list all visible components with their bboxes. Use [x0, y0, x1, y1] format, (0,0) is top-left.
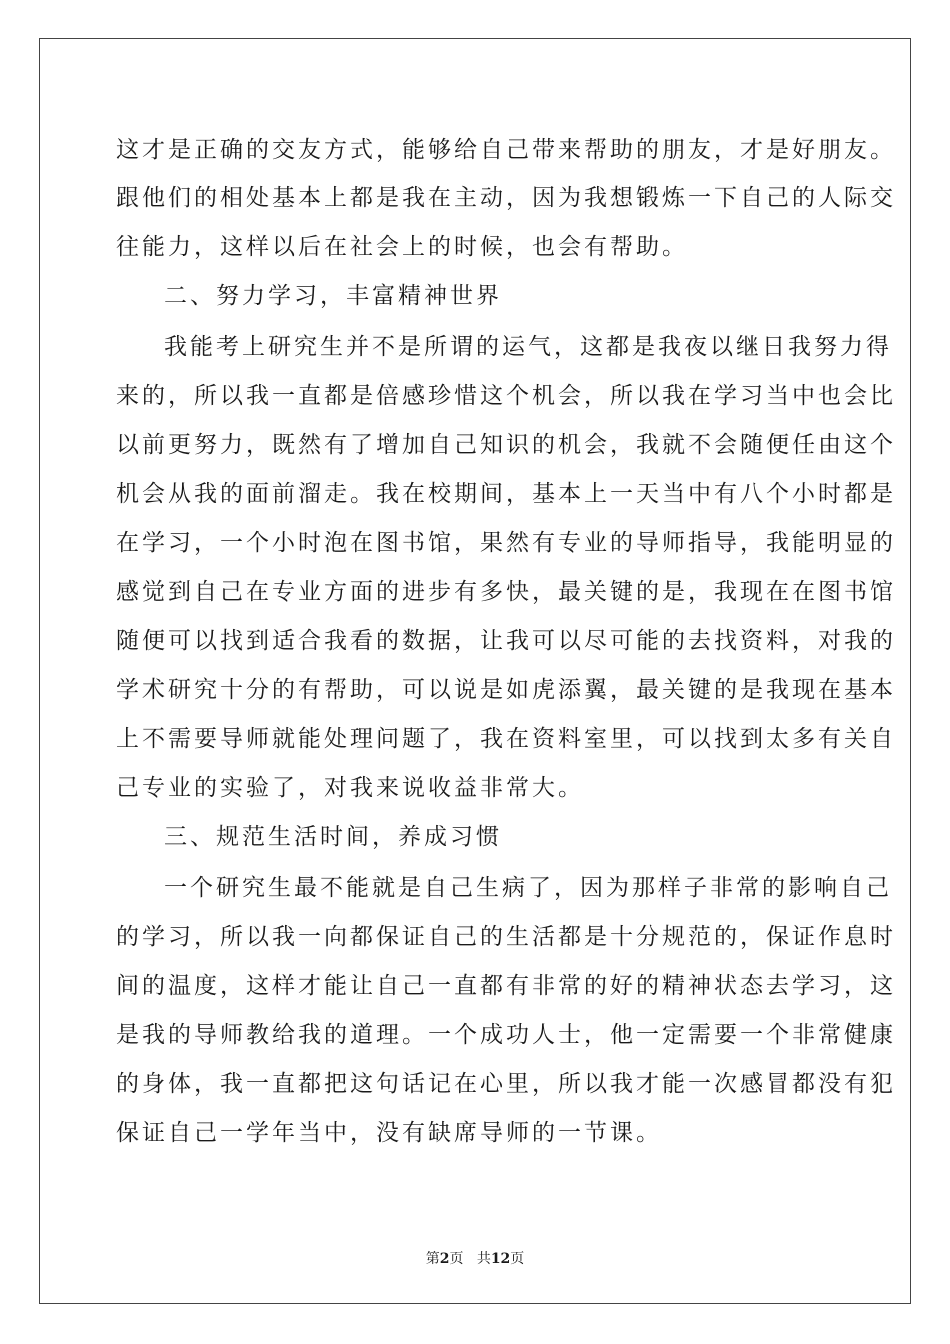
- body-line: 来的，所以我一直都是倍感珍惜这个机会，所以我在学习当中也会比: [116, 383, 896, 409]
- body-line: 这才是正确的交友方式，能够给自己带来帮助的朋友，才是好朋友。: [116, 137, 896, 163]
- body-line: 一个研究生最不能就是自己生病了，因为那样子非常的影响自己: [164, 875, 892, 901]
- section-heading: 二、努力学习，丰富精神世界: [164, 283, 502, 309]
- footer-total-prefix: 共: [476, 1251, 491, 1267]
- body-line: 上不需要导师就能处理问题了，我在资料室里，可以找到太多有关自: [116, 726, 896, 752]
- footer-page-number: 2: [439, 1251, 450, 1267]
- footer-total-number: 12: [490, 1251, 511, 1267]
- body-line: 是我的导师教给我的道理。一个成功人士，他一定需要一个非常健康: [116, 1022, 896, 1048]
- body-line: 随便可以找到适合我看的数据，让我可以尽可能的去找资料，对我的: [116, 628, 896, 654]
- footer-page-prefix: 第: [425, 1251, 440, 1267]
- body-line: 己专业的实验了，对我来说收益非常大。: [116, 775, 584, 801]
- body-line: 的学习，所以我一向都保证自己的生活都是十分规范的，保证作息时: [116, 924, 896, 950]
- body-line: 在学习，一个小时泡在图书馆，果然有专业的导师指导，我能明显的: [116, 530, 896, 556]
- section-heading: 三、规范生活时间，养成习惯: [164, 824, 502, 850]
- body-line: 我能考上研究生并不是所谓的运气，这都是我夜以继日我努力得: [164, 334, 892, 360]
- page-footer: [0, 1248, 950, 1268]
- body-line: 往能力，这样以后在社会上的时候，也会有帮助。: [116, 234, 688, 260]
- body-line: 感觉到自己在专业方面的进步有多快，最关键的是，我现在在图书馆: [116, 579, 896, 605]
- page-frame: [39, 38, 911, 1304]
- body-line: 跟他们的相处基本上都是我在主动，因为我想锻炼一下自己的人际交: [116, 185, 896, 211]
- body-line: 机会从我的面前溜走。我在校期间，基本上一天当中有八个小时都是: [116, 481, 896, 507]
- body-line: 学术研究十分的有帮助，可以说是如虎添翼，最关键的是我现在基本: [116, 677, 896, 703]
- footer-total-suffix: 页: [510, 1251, 525, 1267]
- body-line: 保证自己一学年当中，没有缺席导师的一节课。: [116, 1120, 662, 1146]
- body-line: 的身体，我一直都把这句话记在心里，所以我才能一次感冒都没有犯: [116, 1071, 896, 1097]
- body-line: 以前更努力，既然有了增加自己知识的机会，我就不会随便任由这个: [116, 432, 896, 458]
- body-line: 间的温度，这样才能让自己一直都有非常的好的精神状态去学习，这: [116, 973, 896, 999]
- footer-page-suffix: 页: [449, 1251, 464, 1267]
